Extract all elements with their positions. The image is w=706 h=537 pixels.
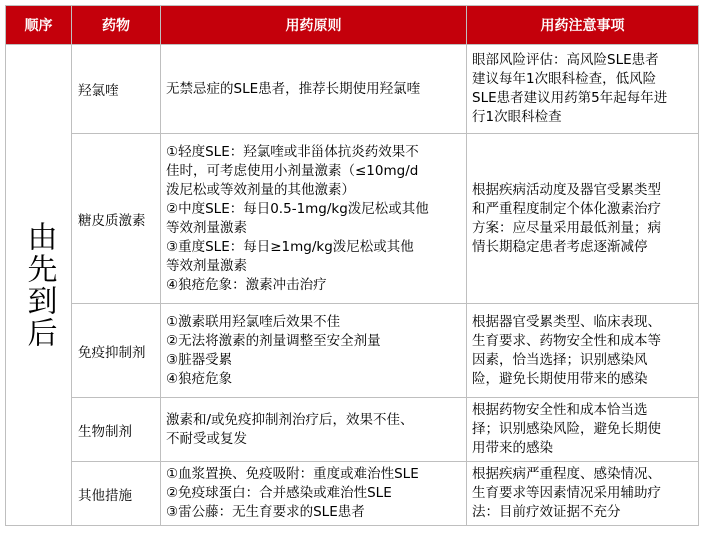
drug-name: 生物制剂 — [72, 398, 161, 462]
principle-cell — [161, 462, 467, 526]
drug-name: 羟氯喹 — [72, 45, 161, 134]
notes-line: 建议每年1次眼科检查，低风险 — [472, 71, 657, 87]
principle-cell — [161, 45, 467, 134]
principle-line: 激素和/或免疫抑制剂治疗后，效果不佳、 — [166, 411, 414, 428]
table-row — [6, 462, 699, 526]
principle-line: 无禁忌症的SLE患者，推荐长期使用羟氯喹 — [166, 80, 421, 97]
notes-cell — [467, 45, 699, 134]
header-order: 顺序 — [6, 6, 72, 45]
notes-cell — [467, 398, 699, 462]
principle-line: ④狼疮危象 — [166, 370, 233, 387]
principle-line: ③雷公藤：无生育要求的SLE患者 — [166, 504, 365, 520]
principle-line: ①血浆置换、免疫吸附：重度或难治性SLE — [166, 466, 419, 482]
header-drug: 药物 — [72, 6, 161, 45]
notes-line: 情长期稳定患者考虑逐渐减停 — [472, 238, 648, 255]
principle-line: ②免疫球蛋白：合并感染或难治性SLE — [166, 485, 392, 501]
notes-line: 法：目前疗效证据不充分 — [472, 504, 621, 520]
principle-line: ①轻度SLE：羟氯喹或非甾体抗炎药效果不 — [166, 143, 419, 160]
notes-line: 眼部风险评估：高风险SLE患者 — [472, 52, 659, 68]
notes-line: 方案：应尽量采用最低剂量；病 — [472, 219, 661, 236]
header-principle: 用药原则 — [161, 6, 467, 45]
principle-line: 等效剂量激素 — [166, 257, 247, 274]
principle-line: 等效剂量激素 — [166, 219, 247, 236]
principle-line: 泼尼松或等效剂量的其他激素） — [166, 181, 355, 198]
notes-line: 根据器官受累类型、临床表现、 — [472, 313, 661, 330]
table-row — [6, 398, 699, 462]
notes-line: 行1次眼科检查 — [472, 109, 562, 125]
principle-cell — [161, 398, 467, 462]
principle-cell — [161, 134, 467, 304]
principle-line: ②中度SLE：每日0.5-1mg/kg泼尼松或其他 — [166, 200, 429, 217]
notes-line: 和严重程度制定个体化激素治疗 — [472, 200, 661, 217]
table-row — [6, 304, 699, 398]
drug-name: 糖皮质激素 — [72, 134, 161, 304]
notes-cell — [467, 462, 699, 526]
principle-line: ③重度SLE：每日≥1mg/kg泼尼松或其他 — [166, 238, 414, 255]
principle-line: ①激素联用羟氯喹后效果不佳 — [166, 313, 341, 330]
notes-line: 根据疾病严重程度、感染情况、 — [472, 466, 661, 482]
principle-line: 佳时，可考虑使用小剂量激素（≤10mg/d — [166, 162, 419, 179]
drug-name: 其他措施 — [72, 462, 161, 526]
drug-name: 免疫抑制剂 — [72, 304, 161, 398]
notes-line: 生育要求等因素情况采用辅助疗 — [472, 485, 661, 501]
notes-line: SLE患者建议用药第5年起每年进 — [472, 90, 668, 106]
principle-line: ④狼疮危象：激素冲击治疗 — [166, 276, 327, 293]
principle-line: ③脏器受累 — [166, 351, 233, 368]
notes-line: 因素，恰当选择；识别感染风 — [472, 351, 648, 368]
notes-line: 用带来的感染 — [472, 440, 553, 456]
notes-cell — [467, 304, 699, 398]
principle-cell — [161, 304, 467, 398]
order-label: 由先到后 — [6, 45, 72, 526]
notes-line: 根据疾病活动度及器官受累类型 — [472, 181, 661, 198]
notes-line: 根据药物安全性和成本恰当选 — [472, 402, 648, 418]
medication-table — [5, 5, 699, 526]
principle-line: 不耐受或复发 — [166, 430, 247, 447]
table-header-row — [6, 6, 699, 45]
notes-line: 险，避免长期使用带来的感染 — [472, 370, 648, 387]
principle-line: ②无法将激素的剂量调整至安全剂量 — [166, 332, 381, 349]
notes-line: 择；识别感染风险，避免长期使 — [472, 421, 661, 437]
notes-cell — [467, 134, 699, 304]
table-row — [6, 134, 699, 304]
table-row — [6, 45, 699, 134]
notes-line: 生育要求、药物安全性和成本等 — [472, 332, 661, 349]
header-notes: 用药注意事项 — [467, 6, 699, 45]
